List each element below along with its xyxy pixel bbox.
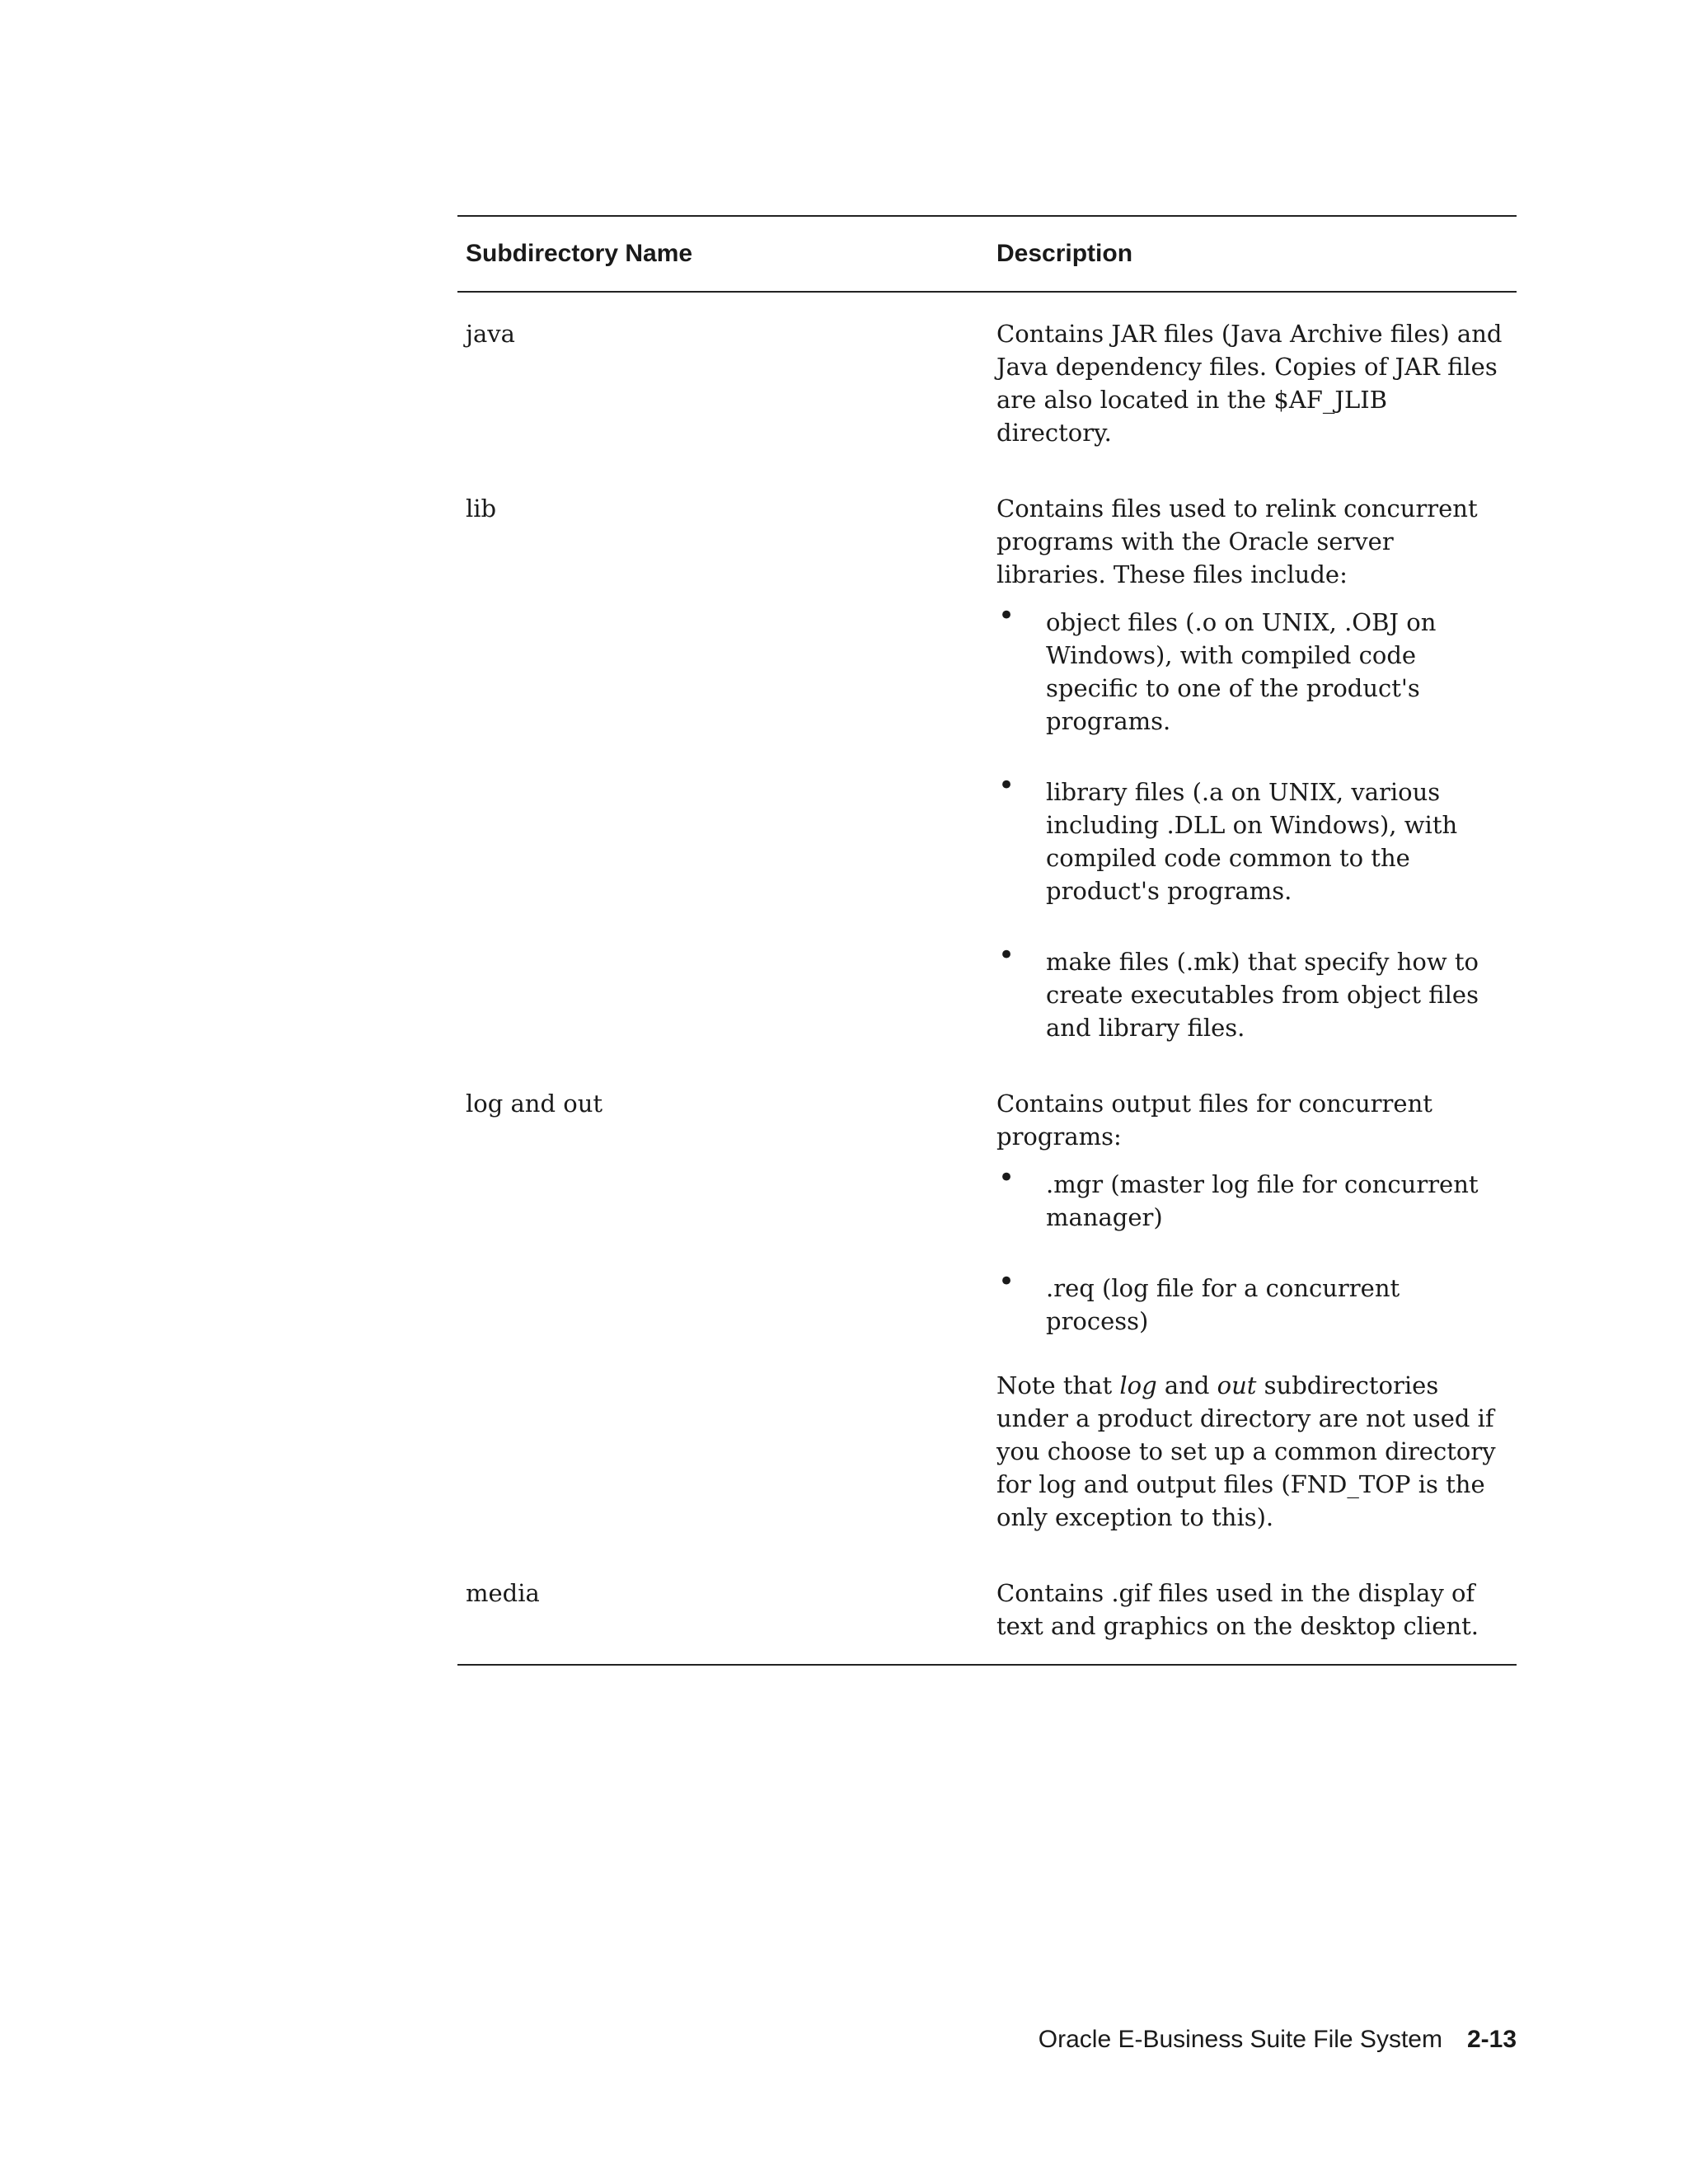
list-item [996, 599, 1508, 738]
list-item-text: .req (log file for a concurrent process) [1046, 1274, 1400, 1335]
table-row [457, 292, 1517, 492]
list-item-text: object files (.o on UNIX, .OBJ on Windows), with compiled code specific to one of the product's programs. [1046, 608, 1437, 735]
row-media-name: media [466, 1579, 540, 1607]
note-emphasis-out: out [1217, 1371, 1257, 1399]
list-item [996, 1265, 1508, 1338]
page-number: 2-13 [1466, 2026, 1517, 2053]
description-text: Contains .gif files used in the display of text and graphics on the desktop client. [996, 1579, 1479, 1640]
bullet-icon: • [998, 1161, 1015, 1194]
description-text: Contains output files for concurrent programs: [996, 1090, 1432, 1151]
note-paragraph [996, 1369, 1508, 1534]
row-java-description [988, 292, 1517, 492]
bullet-list [996, 599, 1508, 1044]
list-item-text: .mgr (master log file for concurrent manager) [1046, 1170, 1479, 1231]
table-row [457, 1087, 1517, 1577]
row-log-out-description [988, 1087, 1517, 1577]
row-log-out-name: log and out [466, 1090, 603, 1118]
description-text: Contains JAR files (Java Archive files) and Java dependency files. Copies of JAR files are also located in the $AF_JLIB directory. [996, 320, 1503, 447]
table-header-row [457, 216, 1517, 292]
list-item [996, 1161, 1508, 1234]
row-lib-name: lib [466, 494, 497, 523]
page-footer [1039, 2026, 1517, 2054]
header-description: Description [996, 240, 1133, 267]
table-row [457, 492, 1517, 1087]
note-text: and [1156, 1371, 1217, 1399]
list-item-text: make files (.mk) that specify how to create executables from object files and library files. [1046, 948, 1479, 1042]
bullet-list [996, 1161, 1508, 1338]
note-text: subdirectories under a product directory are not used if you choose to set up a common directory for log and output files (FND_TOP is the only exception to this). [996, 1371, 1496, 1531]
bullet-icon: • [998, 599, 1015, 632]
list-item [996, 769, 1508, 907]
list-item-text: library files (.a on UNIX, various including .DLL on Windows), with compiled code common to the product's programs. [1046, 778, 1458, 905]
table-row [457, 1577, 1517, 1665]
bullet-icon: • [998, 769, 1015, 802]
footer-title: Oracle E-Business Suite File System [1038, 2026, 1442, 2053]
header-subdirectory-name: Subdirectory Name [466, 240, 693, 267]
row-media-description [988, 1577, 1517, 1665]
bullet-icon: • [998, 1265, 1015, 1298]
bullet-icon: • [998, 939, 1015, 972]
note-emphasis-log: log [1119, 1371, 1157, 1399]
row-lib-description [988, 492, 1517, 1087]
list-item [996, 939, 1508, 1044]
subdirectory-table [457, 215, 1517, 1666]
row-java-name: java [466, 320, 515, 348]
description-text: Contains files used to relink concurrent programs with the Oracle server libraries. These files include: [996, 494, 1478, 588]
note-text: Note that [996, 1371, 1120, 1399]
